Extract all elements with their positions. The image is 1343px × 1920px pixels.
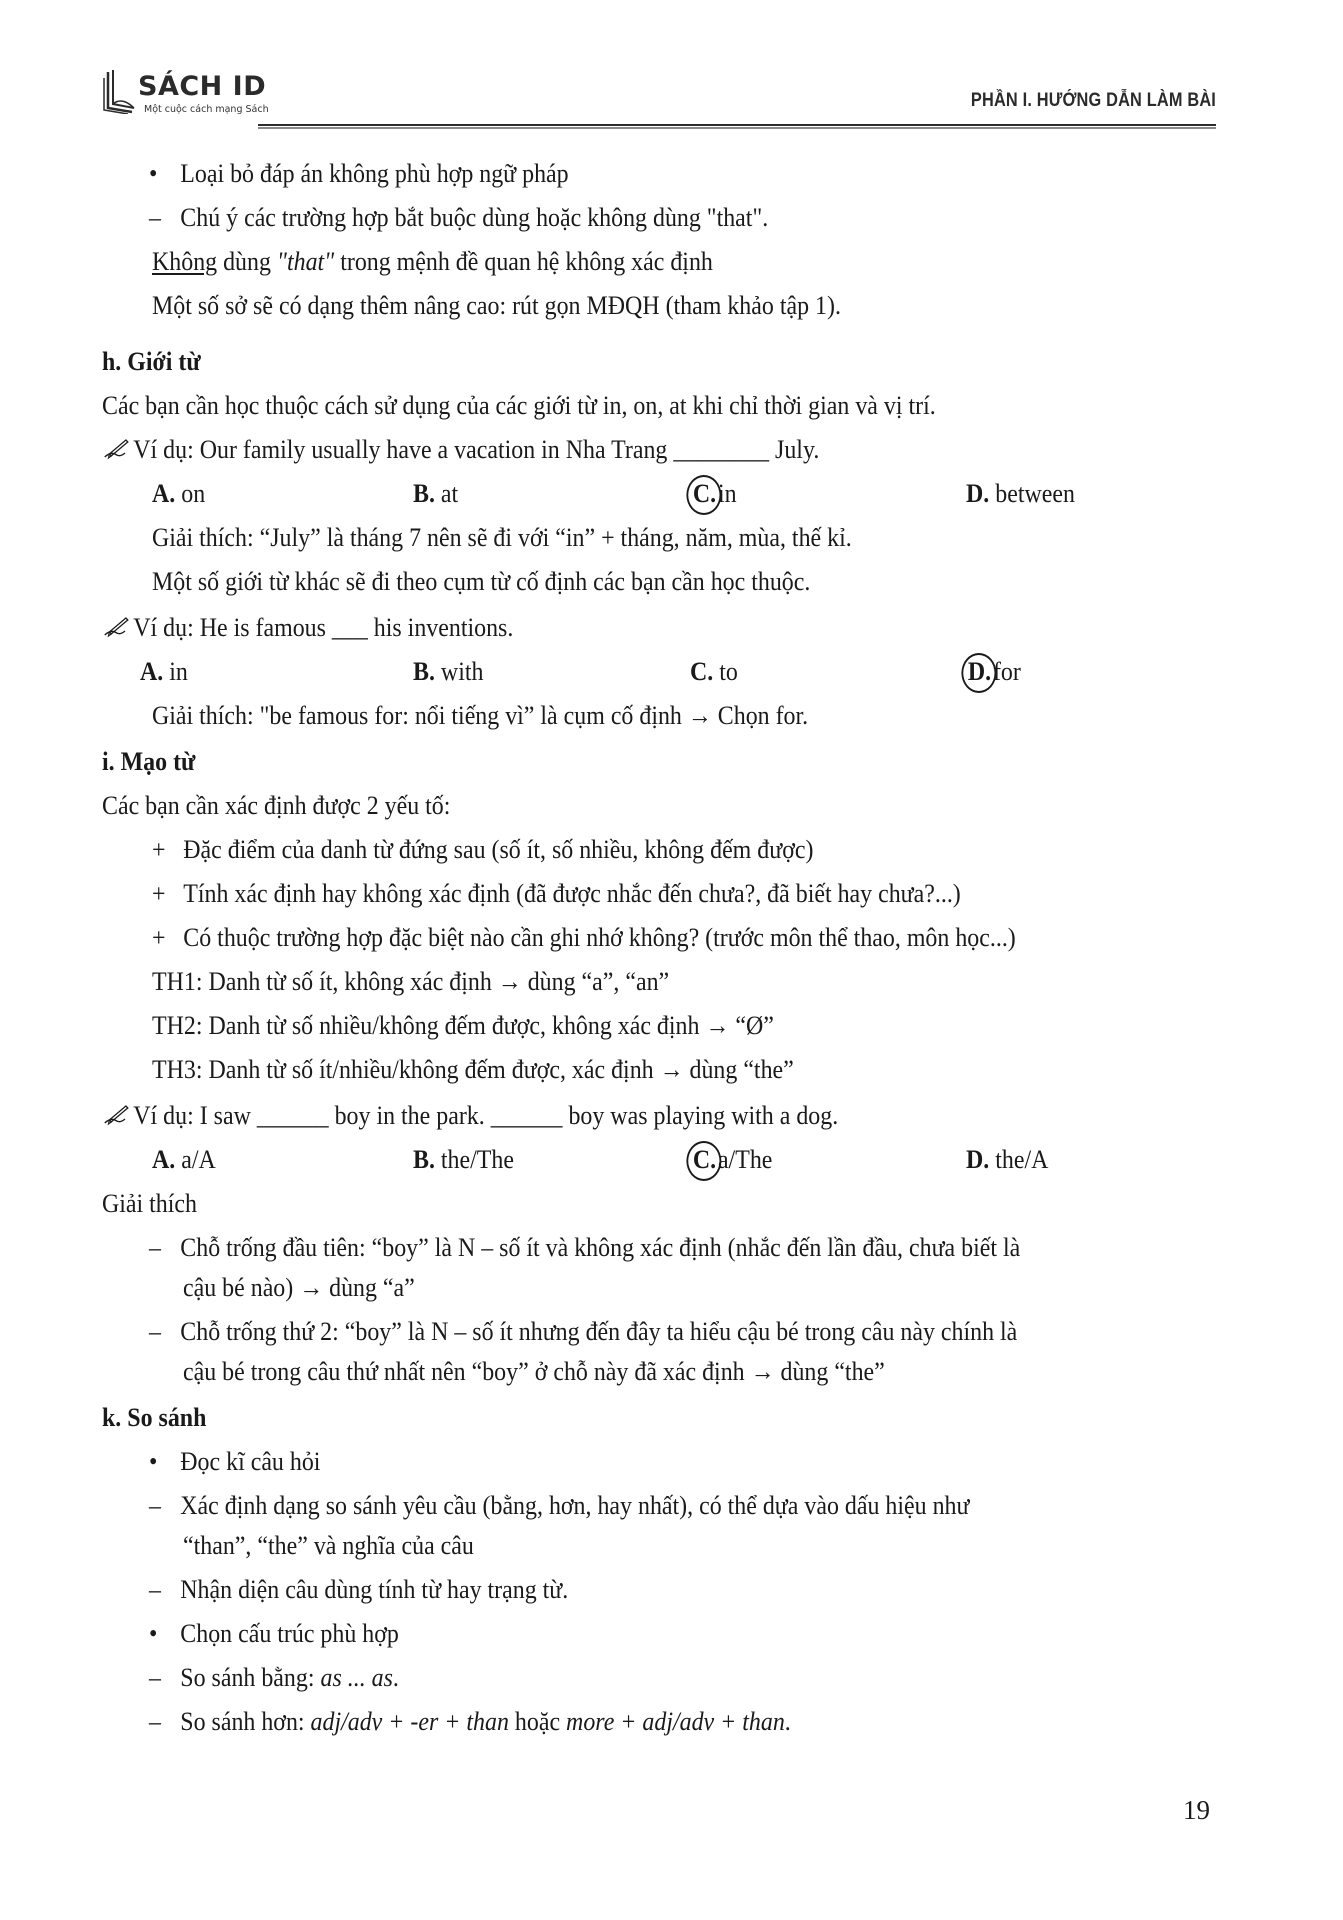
option-b[interactable]: B. the/The [413,1145,514,1174]
option-d[interactable]: D. the/A [966,1145,1049,1174]
correct-answer-circle: D. [967,657,992,686]
dash-icon: – [149,1575,161,1604]
option-c-correct[interactable]: C.in [692,479,737,508]
explanation-item-1-cont: cậu bé nào) → dùng “a” [183,1273,415,1302]
option-a[interactable]: A. a/A [152,1145,216,1174]
k-dash-1-cont: “than”, “the” và nghĩa của câu [183,1531,474,1560]
correct-answer-circle: C. [692,1145,717,1174]
dash-icon: – [149,203,161,232]
header-rule [258,124,1216,129]
intro-dash-1: – Chú ý các trường hợp bắt buộc dùng hoặc không dùng "that". [149,203,769,232]
plus-item: + Tính xác định hay không xác định (đã được nhắc đến chưa?, đã biết hay chưa?...) [152,879,961,908]
dash-icon: – [149,1233,161,1262]
case-th2: TH2: Danh từ số nhiều/không đếm được, không xác định → “Ø” [152,1011,774,1040]
k-bullet-1: • Đọc kĩ câu hỏi [149,1447,321,1476]
section-label: PHẦN I. HƯỚNG DẪN LÀM BÀI [970,90,1216,111]
k-dash-2: – Nhận diện câu dùng tính từ hay trạng từ. [149,1575,569,1604]
bullet-icon: • [149,1447,158,1476]
intro-bullet-1: • Loại bỏ đáp án không phù hợp ngữ pháp [149,159,569,188]
example-1-note: Một số giới từ khác sẽ đi theo cụm từ cố định các bạn cần học thuộc. [152,567,811,596]
plus-item: + Đặc điểm của danh từ đứng sau (số ít, số nhiều, không đếm được) [152,835,814,864]
plus-icon: + [152,879,166,908]
option-d-correct[interactable]: D.for [967,657,1021,686]
bullet-icon: • [149,159,158,188]
correct-answer-circle: C. [692,479,717,508]
dash-icon: – [149,1491,161,1520]
explanation-item-2-cont: cậu bé trong câu thứ nhất nên “boy” ở chỗ này đã xác định → dùng “the” [183,1357,885,1386]
book-logo-icon [102,68,136,114]
bullet-icon: • [149,1619,158,1648]
page-header [0,0,1343,140]
plus-icon: + [152,923,166,952]
pencil-writing-icon [102,615,130,639]
option-c[interactable]: C. to [690,657,738,686]
page-number: 19 [1183,1795,1210,1825]
k-dash-1: – Xác định dạng so sánh yêu cầu (bằng, hơn, hay nhất), có thể dựa vào dấu hiệu như [149,1491,970,1520]
section-h-intro: Các bạn cần học thuộc cách sử dụng của các giới từ in, on, at khi chỉ thời gian và vị trí. [102,391,936,420]
logo-tagline: Một cuộc cách mạng Sách [144,104,269,115]
case-th3: TH3: Danh từ số ít/nhiều/không đếm được, xác định → dùng “the” [152,1055,794,1084]
section-i-heading: i. Mạo từ [102,747,196,776]
case-th1: TH1: Danh từ số ít, không xác định → dùng “a”, “an” [152,967,670,996]
option-a[interactable]: A. in [140,657,188,686]
intro-note-1: Không dùng "that" trong mệnh đề quan hệ không xác định [152,247,713,276]
sach-id-logo [100,66,300,126]
section-i-intro: Các bạn cần xác định được 2 yếu tố: [102,791,451,820]
dash-icon: – [149,1663,161,1692]
example-3-prompt: Ví dụ: I saw ______ boy in the park. ______ boy was playing with a dog. [102,1100,838,1132]
logo-title: SÁCH ID [138,71,267,102]
dash-icon: – [149,1317,161,1346]
explanation-item-2: – Chỗ trống thứ 2: “boy” là N – số ít nhưng đến đây ta hiểu cậu bé trong câu này chính là [149,1317,1018,1346]
k-comparative: – So sánh hơn: adj/adv + -er + than hoặc more + adj/adv + than. [149,1707,791,1736]
k-bullet-2: • Chọn cấu trúc phù hợp [149,1619,399,1648]
explanation-heading: Giải thích [102,1189,198,1218]
k-equal-comparison: – So sánh bằng: as ... as. [149,1663,399,1692]
section-h-heading: h. Giới từ [102,347,201,376]
option-b[interactable]: B. with [413,657,484,686]
option-b[interactable]: B. at [413,479,459,508]
pencil-writing-icon [102,1103,130,1127]
option-c-correct[interactable]: C.a/The [692,1145,773,1174]
example-1-explanation: Giải thích: “July” là tháng 7 nên sẽ đi với “in” + tháng, năm, mùa, thế kỉ. [152,523,852,552]
example-2-prompt: Ví dụ: He is famous ___ his inventions. [102,612,513,644]
section-k-heading: k. So sánh [102,1403,207,1432]
dash-icon: – [149,1707,161,1736]
pencil-writing-icon [102,437,130,461]
intro-note-2: Một số sở sẽ có dạng thêm nâng cao: rút gọn MĐQH (tham khảo tập 1). [152,291,841,320]
explanation-item-1: – Chỗ trống đầu tiên: “boy” là N – số ít và không xác định (nhắc đến lần đầu, chưa biết là [149,1233,1021,1262]
example-2-explanation: Giải thích: "be famous for: nổi tiếng vì” là cụm cố định → Chọn for. [152,701,809,730]
option-d[interactable]: D. between [966,479,1075,508]
plus-icon: + [152,835,166,864]
example-1-prompt: Ví dụ: Our family usually have a vacation in Nha Trang ________ July. [102,434,819,466]
plus-item: + Có thuộc trường hợp đặc biệt nào cần ghi nhớ không? (trước môn thể thao, môn học...) [152,923,1016,952]
option-a[interactable]: A. on [152,479,206,508]
